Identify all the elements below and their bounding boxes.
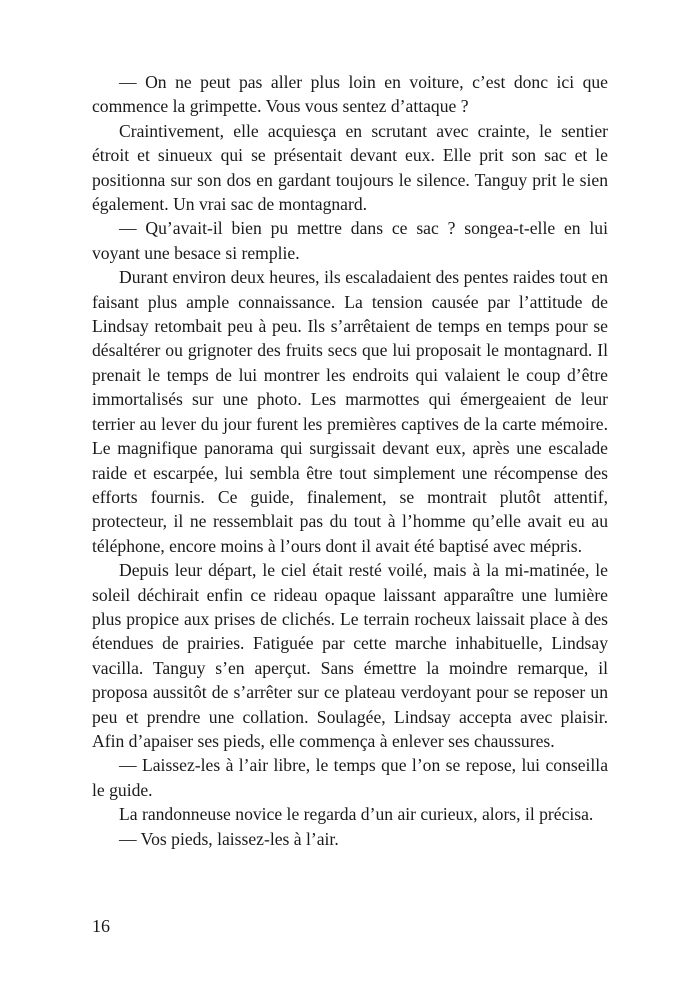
paragraph: Craintivement, elle acquiesça en scrutant avec crainte, le sentier étroit et sinueux qui se présentait devant eux. Elle prit son sac et le positionna sur son dos en gardant toujours le silence. Tanguy prit le sien également. Un vrai sac de montagnard. [92,120,608,215]
paragraph: Durant environ deux heures, ils escaladaient des pentes raides tout en faisant plus ample connaissance. La tension causée par l’attitude de Lindsay retombait peu à peu. Ils s’arrêtaient de temps en temps pour se désaltérer ou grignoter des fruits secs que lui proposait le montagnard. Il prenait le temps de lui montrer les endroits qui valaient le coup d’être immortalisés sur une photo. Les marmottes qui émergeaient de leur terrier au lever du jour furent les premières captives de la carte mémoire. Le magnifique panorama qui surgissait devant eux, après une escalade raide et escarpée, lui sembla être tout simplement une récompense des efforts fournis. Ce guide, finalement, se montrait plutôt attentif, protecteur, il ne ressemblait pas du tout à l’homme qu’elle avait eu au téléphone, encore moins à l’ours dont il avait été baptisé avec mépris. [92,267,608,556]
paragraph: — Vos pieds, laissez-les à l’air. [119,828,339,849]
paragraph: — Qu’avait-il bien pu mettre dans ce sac ? songea-t-elle en lui voyant une besace si remplie. [92,218,608,263]
page-number: 16 [92,916,110,936]
paragraph: La randonneuse novice le regarda d’un air curieux, alors, il précisa. [119,804,594,825]
body-text [92,70,608,851]
paragraph: — On ne peut pas aller plus loin en voiture, c’est donc ici que commence la grimpette. Vous vous sentez d’attaque ? [92,72,608,117]
paragraph: Depuis leur départ, le ciel était resté voilé, mais à la mi-matinée, le soleil déchirait enfin ce rideau opaque laissant apparaître une lumière plus propice aux prises de clichés. Le terrain rocheux laissait place à des étendues de prairies. Fatiguée par cette marche inhabituelle, Lindsay vacilla. Tanguy s’en aperçut. Sans émettre la moindre remarque, il proposa aussitôt de s’arrêter sur ce plateau verdoyant pour se reposer un peu et prendre une collation. Soulagée, Lindsay accepta avec plaisir. Afin d’apaiser ses pieds, elle commença à enlever ses chaussures. [92,560,608,751]
paragraph: — Laissez-les à l’air libre, le temps que l’on se repose, lui conseilla le guide. [92,755,608,800]
